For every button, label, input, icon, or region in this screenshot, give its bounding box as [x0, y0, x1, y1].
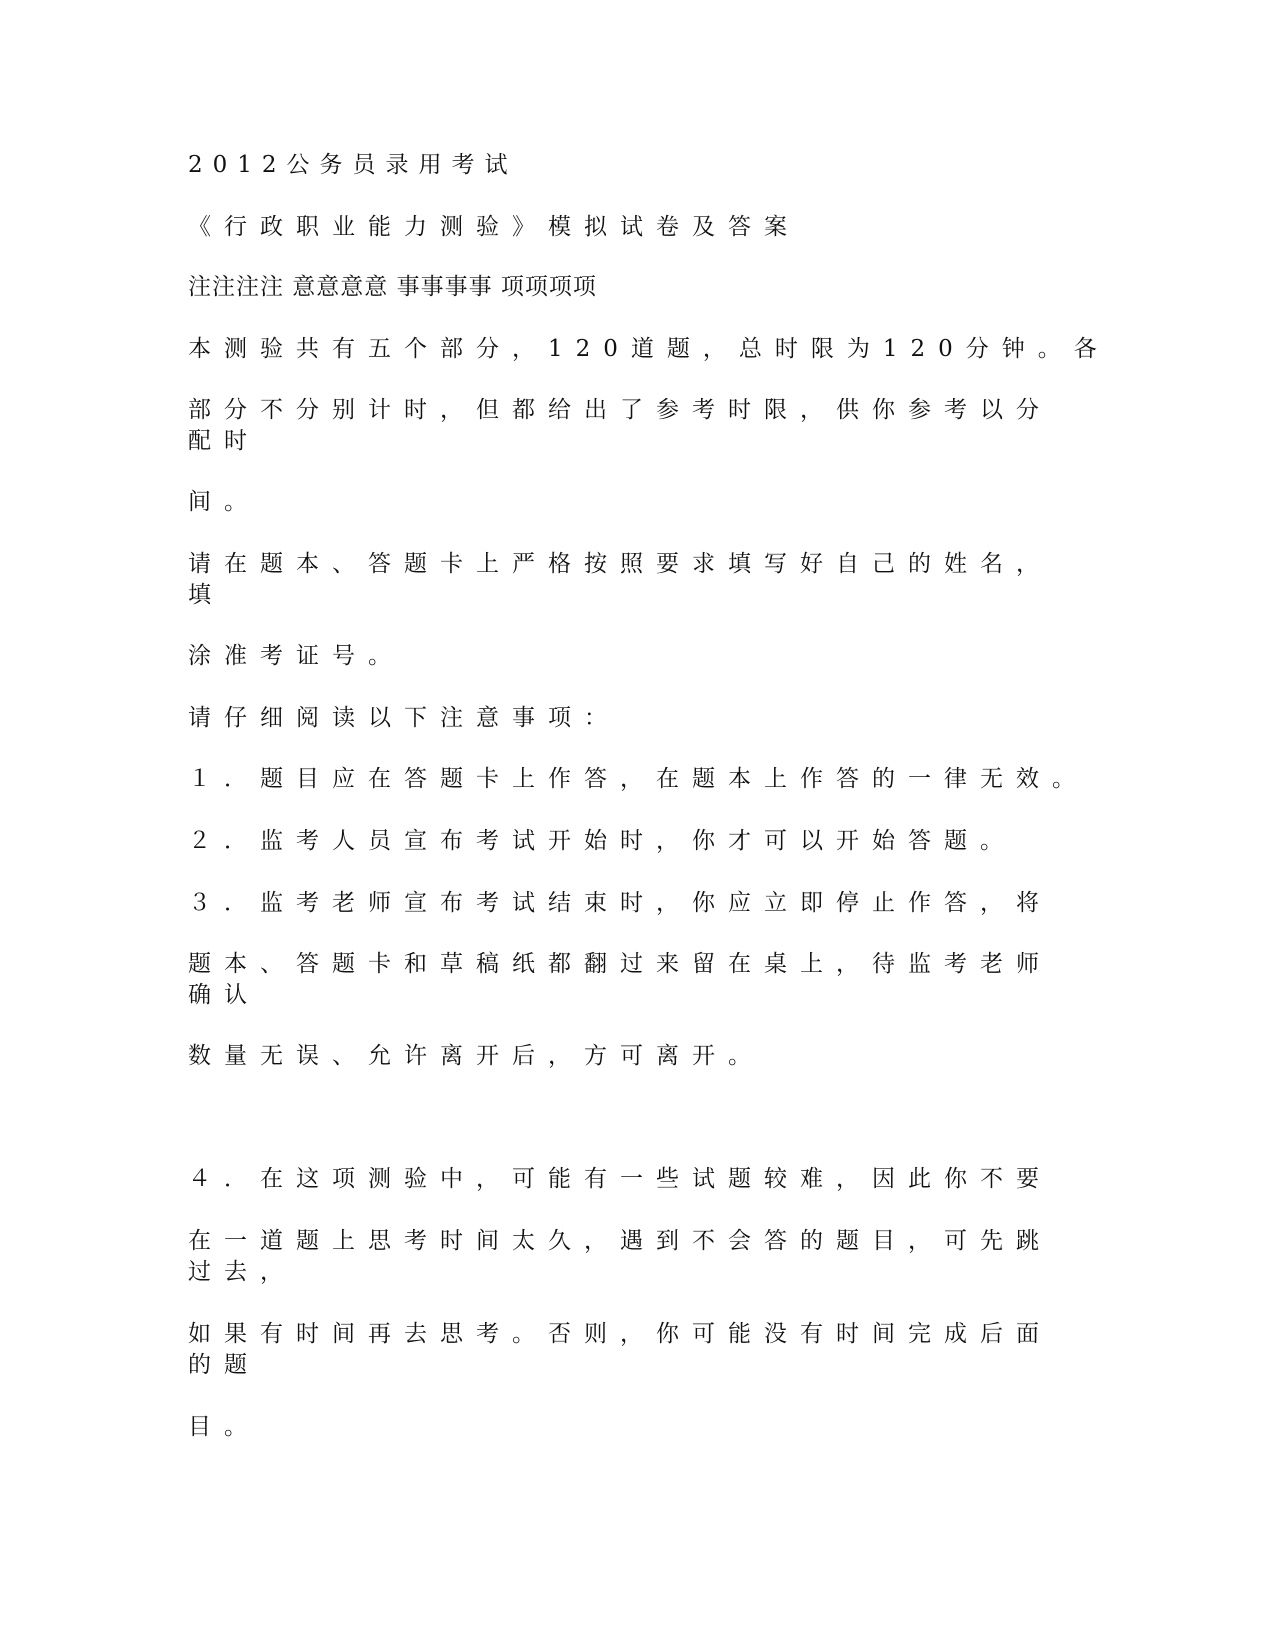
rule-item-1: １．题目应在答题卡上作答，在题本上作答的一律无效。 [188, 766, 1088, 792]
rule-item-3: ３．监考老师宣布考试结束时，你应立即停止作答，将 [188, 890, 1052, 916]
paragraph-line: 配时 [188, 428, 260, 454]
paragraph-line: 请仔细阅读以下注意事项： [188, 705, 620, 731]
paragraph-line: 涂准考证号。 [188, 643, 404, 669]
paragraph-line: 本测验共有五个部分，120道题，总时限为120分钟。各 [188, 336, 1110, 362]
paragraph-line: 目。 [188, 1414, 260, 1440]
paragraph-line: 确认 [188, 982, 260, 1008]
paragraph-line: 如果有时间再去思考。否则，你可能没有时间完成后面 [188, 1321, 1052, 1347]
paragraph-line: 过去， [188, 1259, 296, 1285]
paragraph-line: 填 [188, 582, 224, 608]
paragraph-line: 在一道题上思考时间太久，遇到不会答的题目，可先跳 [188, 1228, 1052, 1254]
title-line-2: 《行政职业能力测验》模拟试卷及答案 [188, 214, 800, 240]
paragraph-line: 的题 [188, 1352, 260, 1378]
title-line-1: 2012公务员录用考试 [188, 152, 518, 178]
paragraph-line: 间。 [188, 489, 260, 515]
rule-item-2: ２．监考人员宣布考试开始时，你才可以开始答题。 [188, 828, 1016, 854]
rule-item-4: ４．在这项测验中，可能有一些试题较难，因此你不要 [188, 1166, 1052, 1192]
paragraph-line: 数量无误、允许离开后，方可离开。 [188, 1043, 764, 1069]
notice-heading: 注注注注 意意意意 事事事事 项项项项 [188, 274, 597, 300]
paragraph-line: 部分不分别计时，但都给出了参考时限，供你参考以分 [188, 397, 1052, 423]
paragraph-line: 请在题本、答题卡上严格按照要求填写好自己的姓名， [188, 551, 1052, 577]
paragraph-line: 题本、答题卡和草稿纸都翻过来留在桌上，待监考老师 [188, 951, 1052, 977]
